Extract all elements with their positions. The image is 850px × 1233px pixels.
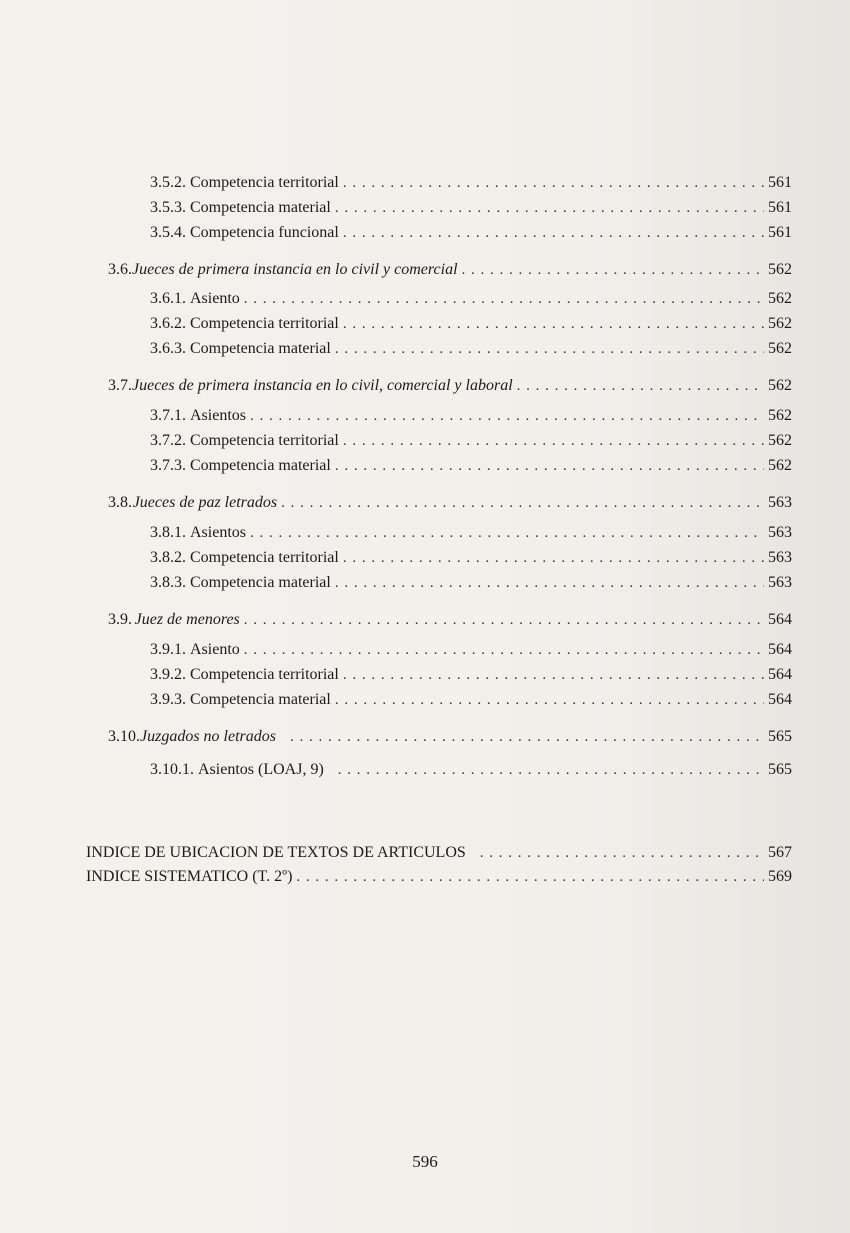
section-number: 3.8. (108, 494, 132, 511)
section-title: Jueces de primera instancia en lo civil y comercial (132, 261, 458, 278)
leader-dots (343, 665, 764, 685)
entry-page: 562 (768, 407, 792, 424)
entry-number: 3.6.3. (150, 340, 186, 357)
toc-entry (150, 665, 792, 687)
leader-dots (335, 573, 764, 593)
leader-dots (335, 690, 764, 710)
leader-dots (281, 493, 764, 513)
entry-page: 562 (768, 377, 792, 394)
entry-number: 3.6.1. (150, 290, 186, 307)
entry-title: Competencia territorial (190, 315, 339, 332)
leader-dots (290, 727, 764, 747)
section-number: 3.9. (108, 611, 132, 628)
leader-dots (343, 548, 764, 568)
toc-entry (150, 690, 792, 712)
section-title: Jueces de paz letrados (132, 494, 278, 511)
toc-entry (150, 523, 792, 545)
page-number: 596 (412, 1152, 438, 1171)
entry-title: Competencia funcional (190, 224, 339, 241)
entry-number: 3.5.4. (150, 224, 186, 241)
entry-number: 3.7.1. (150, 407, 186, 424)
entry-number: 3.9.1. (150, 641, 186, 658)
entry-title: Competencia material (190, 340, 331, 357)
toc-section (108, 610, 792, 632)
leader-dots (335, 339, 764, 359)
entry-page: 563 (768, 494, 792, 511)
section-number: 3.7. (108, 377, 132, 394)
index-entry (86, 843, 792, 865)
leader-dots (343, 173, 764, 193)
entry-title: Competencia territorial (190, 549, 339, 566)
toc-entry (150, 314, 792, 336)
entry-page: 563 (768, 524, 792, 541)
entry-title: Asientos (190, 407, 246, 424)
entry-page: 563 (768, 574, 792, 591)
entry-page: 564 (768, 641, 792, 658)
entry-page: 567 (768, 844, 792, 861)
entry-title: Competencia material (190, 691, 331, 708)
entry-page: 565 (768, 728, 792, 745)
entry-title: Asiento (190, 290, 240, 307)
toc-entry (150, 339, 792, 361)
entry-title: Competencia material (190, 457, 331, 474)
section-title: Jueces de primera instancia en lo civil, comercial y laboral (132, 377, 513, 394)
toc-entry (150, 406, 792, 428)
toc-entry (150, 223, 792, 245)
toc-entry (150, 173, 792, 195)
index-entry (86, 867, 792, 889)
leader-dots (250, 406, 764, 426)
leader-dots (462, 260, 764, 280)
toc-entry (150, 640, 792, 662)
section-title: Juez de menores (134, 611, 240, 628)
entry-title: Competencia material (190, 574, 331, 591)
entry-page: 562 (768, 432, 792, 449)
entry-page: 562 (768, 261, 792, 278)
leader-dots (517, 376, 764, 396)
toc-entry (150, 289, 792, 311)
index-title: INDICE DE UBICACION DE TEXTOS DE ARTICULOS (86, 844, 466, 861)
entry-page: 561 (768, 174, 792, 191)
leader-dots (296, 867, 764, 887)
leader-dots (335, 456, 764, 476)
entry-number: 3.10.1. (150, 761, 194, 778)
section-number: 3.6. (108, 261, 132, 278)
entry-number: 3.7.3. (150, 457, 186, 474)
toc-section (108, 376, 792, 398)
toc-entry (150, 573, 792, 595)
toc-section (108, 727, 792, 749)
leader-dots (335, 198, 764, 218)
entry-title: Asientos (190, 524, 246, 541)
leader-dots (244, 289, 764, 309)
leader-dots (343, 314, 764, 334)
entry-number: 3.8.3. (150, 574, 186, 591)
entry-title: Asiento (190, 641, 240, 658)
entry-number: 3.9.3. (150, 691, 186, 708)
entry-page: 562 (768, 315, 792, 332)
entry-number: 3.8.2. (150, 549, 186, 566)
section-title: Juzgados no letrados (140, 728, 276, 745)
entry-number: 3.5.2. (150, 174, 186, 191)
entry-title: Asientos (LOAJ, 9) (198, 761, 324, 778)
toc-entry (150, 198, 792, 220)
leader-dots (480, 843, 764, 863)
entry-number: 3.7.2. (150, 432, 186, 449)
toc-entry (150, 760, 792, 782)
entry-page: 564 (768, 611, 792, 628)
entry-number: 3.8.1. (150, 524, 186, 541)
entry-page: 562 (768, 457, 792, 474)
entry-page: 562 (768, 290, 792, 307)
toc-section (108, 260, 792, 282)
entry-title: Competencia territorial (190, 666, 339, 683)
entry-page: 563 (768, 549, 792, 566)
toc-entry (150, 548, 792, 570)
toc-entry (150, 456, 792, 478)
leader-dots (343, 223, 764, 243)
entry-page: 564 (768, 666, 792, 683)
entry-number: 3.5.3. (150, 199, 186, 216)
leader-dots (244, 610, 764, 630)
leader-dots (250, 523, 764, 543)
entry-page: 561 (768, 224, 792, 241)
entry-page: 569 (768, 868, 792, 885)
entry-number: 3.9.2. (150, 666, 186, 683)
entry-page: 561 (768, 199, 792, 216)
entry-number: 3.6.2. (150, 315, 186, 332)
entry-page: 565 (768, 761, 792, 778)
section-number: 3.10. (108, 728, 140, 745)
entry-title: Competencia territorial (190, 174, 339, 191)
entry-title: Competencia territorial (190, 432, 339, 449)
leader-dots (338, 760, 764, 780)
leader-dots (244, 640, 764, 660)
entry-page: 564 (768, 691, 792, 708)
entry-page: 562 (768, 340, 792, 357)
entry-title: Competencia material (190, 199, 331, 216)
leader-dots (343, 431, 764, 451)
toc-entry (150, 431, 792, 453)
toc-section (108, 493, 792, 515)
index-title: INDICE SISTEMATICO (T. 2º) (86, 868, 293, 885)
